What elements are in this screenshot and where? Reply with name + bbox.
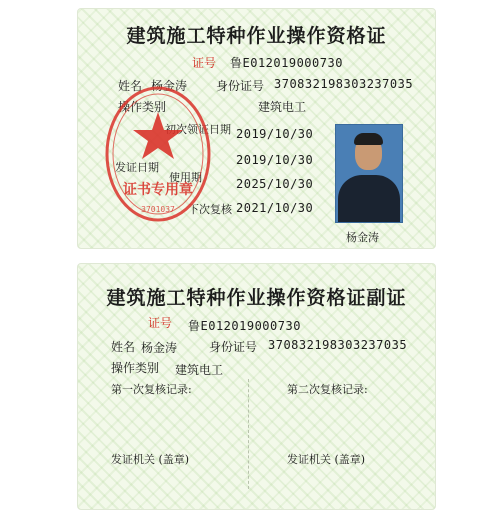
seal-star-icon	[133, 112, 183, 159]
official-seal	[103, 84, 213, 224]
review-value: 2021/10/30	[236, 201, 314, 215]
first-issue-value: 2019/10/30	[236, 127, 314, 141]
id-label: 身份证号	[209, 340, 258, 354]
cert-no-label: 证号	[148, 316, 173, 330]
cert-no-value: 鲁E012019000730	[188, 319, 301, 333]
name-label: 姓名	[111, 340, 136, 354]
valid-value: 2025/10/30	[236, 177, 314, 191]
category-label: 操作类别	[111, 361, 160, 375]
photo-caption: 杨金涛	[346, 231, 379, 244]
certificate-title: 建筑施工特种作业操作资格证	[126, 25, 387, 47]
id-label: 身份证号	[216, 79, 265, 93]
name-label: 姓名	[118, 79, 143, 93]
issue-date-label: 发证日期	[115, 161, 159, 174]
cert-no-value: 鲁E012019000730	[230, 56, 343, 70]
name-value: 杨金涛	[141, 341, 178, 355]
category-value: 建筑电工	[175, 363, 224, 377]
issuer-label-first: 发证机关 (盖章)	[111, 453, 190, 466]
issue-date-value: 2019/10/30	[236, 153, 314, 167]
column-divider	[248, 379, 249, 489]
first-issue-label: 初次领证日期	[165, 123, 231, 136]
second-review-label: 第二次复核记录:	[287, 383, 368, 396]
holder-photo	[335, 124, 403, 223]
category-label: 操作类别	[118, 100, 167, 114]
id-value: 370832198303237035	[268, 338, 408, 352]
name-value: 杨金涛	[151, 79, 188, 93]
certificate-subtitle: 建筑施工特种作业操作资格证副证	[106, 287, 407, 309]
seal-text: 证书专用章	[123, 182, 193, 198]
review-label: 下次复核	[188, 203, 232, 216]
seal-serial: 3701037	[141, 205, 175, 214]
valid-label: 使用期	[169, 171, 202, 184]
issuer-label-second: 发证机关 (盖章)	[287, 453, 366, 466]
cert-no-label: 证号	[192, 56, 217, 70]
category-value: 建筑电工	[258, 100, 307, 114]
certificate-front	[77, 8, 436, 249]
first-review-label: 第一次复核记录:	[111, 383, 192, 396]
id-value: 370832198303237035	[274, 77, 414, 91]
certificate-back	[77, 263, 436, 510]
